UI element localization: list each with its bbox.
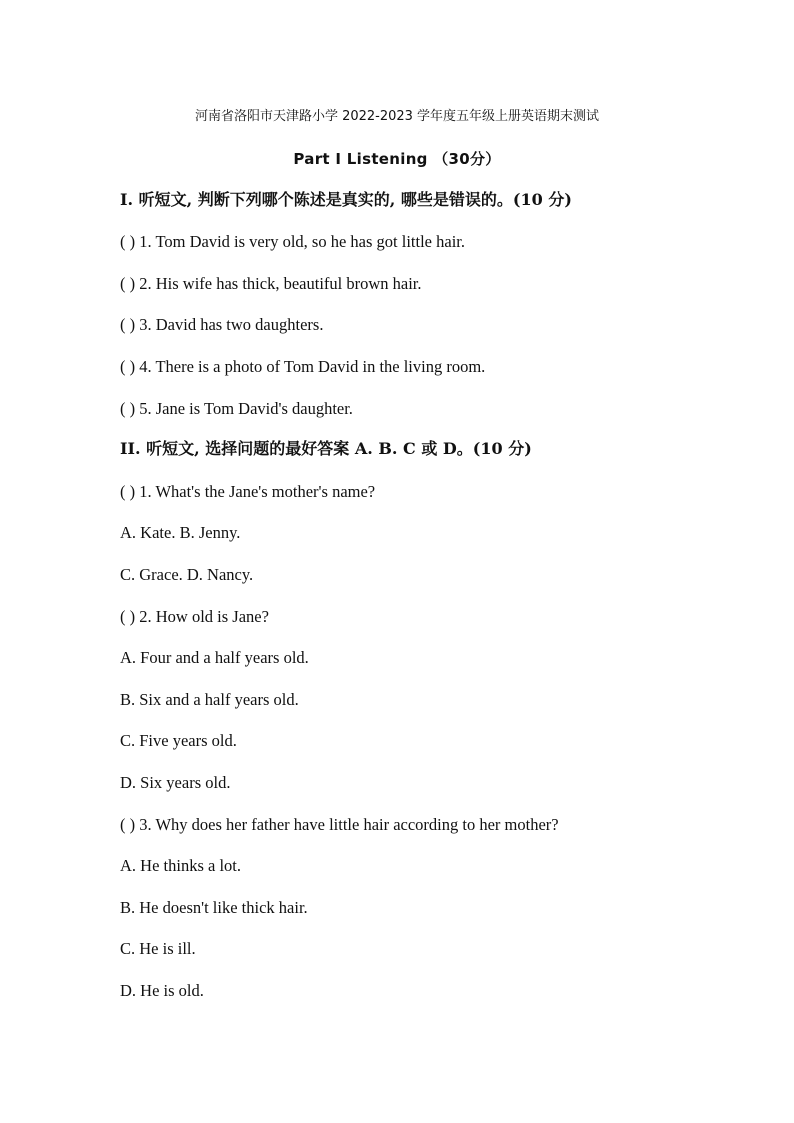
- exam-title: 河南省洛阳市天津路小学 2022-2023 学年度五年级上册英语期末测试: [194, 109, 600, 124]
- section-2-question-3: ( ) 3. Why does her father have little hair according to her mother?: [120, 815, 559, 834]
- section-2-q3-option-b: B. He doesn't like thick hair.: [120, 898, 308, 917]
- part-title: Part I Listening （30分）: [293, 150, 501, 168]
- section-2-question-2: ( ) 2. How old is Jane?: [120, 607, 269, 626]
- section-2-q3-option-a: A. He thinks a lot.: [120, 856, 241, 875]
- section-2-q1-options-ab: A. Kate. B. Jenny.: [120, 523, 241, 542]
- section-2-q2-option-c: C. Five years old.: [120, 731, 237, 750]
- section-1-title: I. 听短文, 判断下列哪个陈述是真实的, 哪些是错误的。(10 分): [120, 190, 572, 209]
- section-2-q3-option-d: D. He is old.: [120, 981, 204, 1000]
- section-2-q2-option-a: A. Four and a half years old.: [120, 648, 309, 667]
- section-1-item-2: ( ) 2. His wife has thick, beautiful brown hair.: [120, 274, 422, 293]
- section-2-question-1: ( ) 1. What's the Jane's mother's name?: [120, 482, 376, 501]
- section-1-item-4: ( ) 4. There is a photo of Tom David in the living room.: [120, 357, 486, 376]
- section-1-item-5: ( ) 5. Jane is Tom David's daughter.: [120, 399, 353, 418]
- section-2-title: II. 听短文, 选择问题的最好答案 A. B. C 或 D。(10 分): [120, 439, 532, 458]
- section-2-q2-option-b: B. Six and a half years old.: [120, 690, 299, 709]
- section-1-item-3: ( ) 3. David has two daughters.: [120, 315, 324, 334]
- section-1-item-1: ( ) 1. Tom David is very old, so he has got little hair.: [120, 232, 465, 251]
- section-2-q3-option-c: C. He is ill.: [120, 939, 196, 958]
- section-2-q2-option-d: D. Six years old.: [120, 773, 231, 792]
- section-2-q1-options-cd: C. Grace. D. Nancy.: [120, 565, 254, 584]
